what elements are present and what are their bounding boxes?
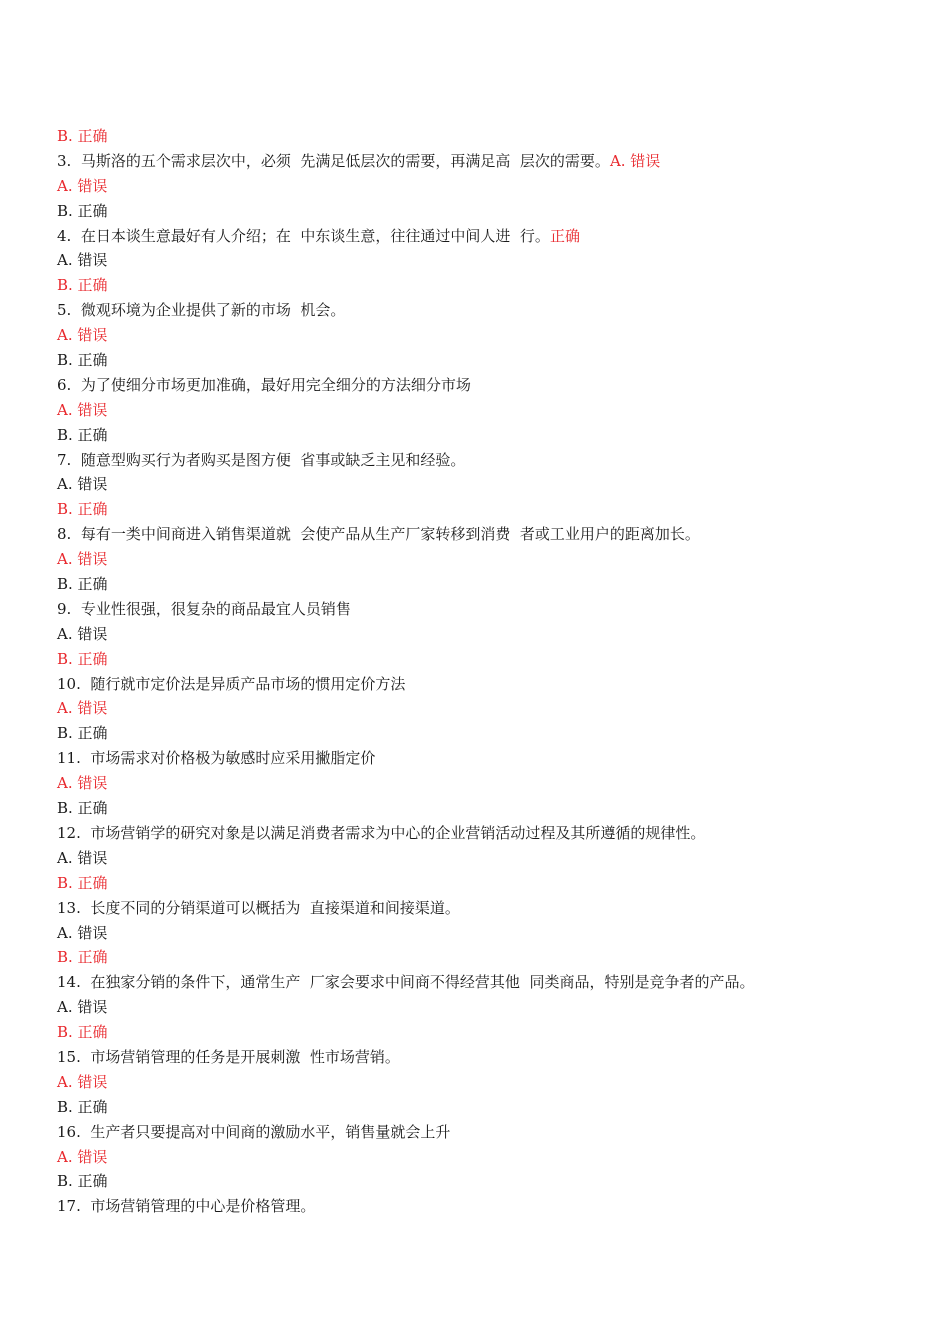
question-text: 7. 随意型购买行为者购买是图方便 省事或缺乏主见和经验。 — [57, 450, 466, 469]
question-text: 12. 市场营销学的研究对象是以满足消费者需求为中心的企业营销活动过程及其所遵循的规律性。 — [57, 823, 706, 842]
option-text: B. 正确 — [57, 1023, 108, 1042]
question-text: 15. 市场营销管理的任务是开展刺激 性市场营销。 — [57, 1047, 400, 1066]
answer-option-highlighted — [57, 174, 917, 199]
answer-option-highlighted — [57, 1070, 917, 1095]
option-text: A. 错误 — [57, 848, 108, 867]
option-text: A. 错误 — [57, 1147, 108, 1166]
inline-answer: 正确 — [549, 226, 580, 245]
option-text: A. 错误 — [57, 1072, 108, 1091]
answer-option-highlighted — [57, 1145, 917, 1170]
question-line — [57, 522, 917, 547]
answer-option — [57, 248, 917, 273]
option-text: B. 正确 — [57, 351, 108, 370]
answer-option — [57, 472, 917, 497]
answer-option-highlighted — [57, 771, 917, 796]
answer-option — [57, 423, 917, 448]
option-text: B. 正确 — [57, 127, 108, 145]
option-text: A. 错误 — [57, 251, 108, 270]
option-text: B. 正确 — [57, 500, 108, 519]
question-line — [57, 373, 917, 398]
option-text: B. 正确 — [57, 1172, 108, 1191]
question-text: 13. 长度不同的分销渠道可以概括为 直接渠道和间接渠道。 — [57, 898, 460, 917]
question-text: 14. 在独家分销的条件下，通常生产 厂家会要求中间商不得经营其他 同类商品，特别是竞争者的产品。 — [57, 973, 755, 992]
answer-option — [57, 721, 917, 746]
question-text: 11. 市场需求对价格极为敏感时应采用撇脂定价 — [57, 749, 376, 768]
option-text: B. 正确 — [57, 948, 108, 967]
answer-option — [57, 1169, 917, 1194]
answer-option-highlighted — [57, 323, 917, 348]
answer-option-highlighted — [57, 647, 917, 672]
answer-option — [57, 995, 917, 1020]
answer-option — [57, 348, 917, 373]
answer-option-highlighted — [57, 1020, 917, 1045]
question-text: 8. 每有一类中间商进入销售渠道就 会使产品从生产厂家转移到消费 者或工业用户的距离加长。 — [57, 525, 700, 544]
option-text: A. 错误 — [57, 923, 108, 942]
question-line — [57, 1194, 917, 1219]
option-text: B. 正确 — [57, 276, 108, 295]
question-text: 10. 随行就市定价法是异质产品市场的惯用定价方法 — [57, 674, 406, 693]
question-text: 16. 生产者只要提高对中间商的激励水平，销售量就会上升 — [57, 1122, 451, 1141]
option-text: A. 错误 — [57, 624, 108, 643]
answer-option-highlighted — [57, 547, 917, 572]
answer-option — [57, 622, 917, 647]
inline-answer: A. 错误 — [609, 151, 661, 170]
option-text: B. 正确 — [57, 873, 108, 892]
answer-option — [57, 572, 917, 597]
option-text: B. 正确 — [57, 724, 108, 743]
question-line — [57, 1120, 917, 1145]
question-line — [57, 1045, 917, 1070]
answer-option-highlighted — [57, 124, 917, 149]
question-text: 3. 马斯洛的五个需求层次中，必须 先满足低层次的需要，再满足高 层次的需要。 — [57, 151, 610, 170]
option-text: A. 错误 — [57, 774, 108, 793]
answer-option — [57, 1095, 917, 1120]
option-text: A. 错误 — [57, 550, 108, 569]
question-line — [57, 821, 917, 846]
option-text: B. 正确 — [57, 201, 108, 220]
question-line — [57, 896, 917, 921]
question-line — [57, 672, 917, 697]
answer-option — [57, 199, 917, 224]
option-text: A. 错误 — [57, 475, 108, 494]
question-line — [57, 224, 917, 249]
option-text: B. 正确 — [57, 575, 108, 594]
question-text: 5. 微观环境为企业提供了新的市场 机会。 — [57, 301, 346, 320]
answer-option-highlighted — [57, 497, 917, 522]
document-body — [57, 124, 917, 1219]
answer-option-highlighted — [57, 398, 917, 423]
question-line — [57, 597, 917, 622]
question-line — [57, 746, 917, 771]
option-text: B. 正确 — [57, 799, 108, 818]
option-text: A. 错误 — [57, 998, 108, 1017]
answer-option — [57, 921, 917, 946]
question-line — [57, 448, 917, 473]
question-line — [57, 970, 917, 995]
option-text: A. 错误 — [57, 400, 108, 419]
option-text: B. 正确 — [57, 1097, 108, 1116]
option-text: A. 错误 — [57, 176, 108, 195]
question-line — [57, 149, 917, 174]
question-text: 4. 在日本谈生意最好有人介绍；在 中东谈生意，往往通过中间人进 行。 — [57, 226, 550, 245]
question-text: 9. 专业性很强，很复杂的商品最宜人员销售 — [57, 599, 351, 618]
question-text: 17. 市场营销管理的中心是价格管理。 — [57, 1197, 316, 1216]
answer-option-highlighted — [57, 945, 917, 970]
option-text: B. 正确 — [57, 649, 108, 668]
answer-option-highlighted — [57, 273, 917, 298]
question-text: 6. 为了使细分市场更加准确，最好用完全细分的方法细分市场 — [57, 375, 471, 394]
answer-option-highlighted — [57, 696, 917, 721]
option-text: A. 错误 — [57, 326, 108, 345]
answer-option-highlighted — [57, 871, 917, 896]
answer-option — [57, 796, 917, 821]
question-line — [57, 298, 917, 323]
option-text: B. 正确 — [57, 425, 108, 444]
answer-option — [57, 846, 917, 871]
option-text: A. 错误 — [57, 699, 108, 718]
